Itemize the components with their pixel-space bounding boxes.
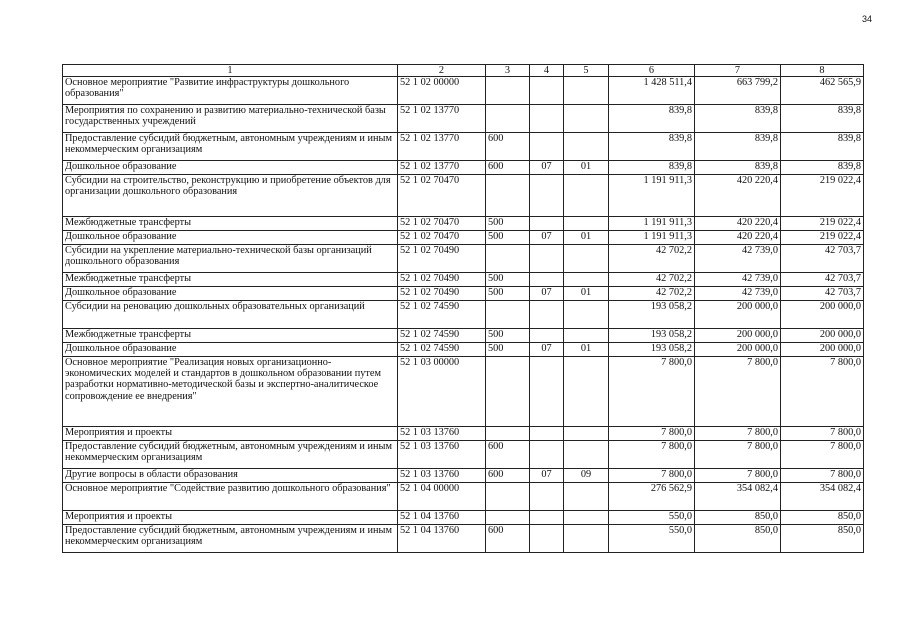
row-col-4 xyxy=(530,273,564,287)
row-value-8: 839,8 xyxy=(781,133,864,161)
table-row xyxy=(63,245,864,273)
page-number: 34 xyxy=(862,14,873,24)
row-name: Основное мероприятие "Развитие инфраструктуры дошкольного образования" xyxy=(63,77,398,105)
row-value-7: 420 220,4 xyxy=(695,231,781,245)
row-value-7: 200 000,0 xyxy=(695,301,781,329)
header-cell-5: 5 xyxy=(564,65,609,77)
row-col-4: 07 xyxy=(530,343,564,357)
row-code: 52 1 04 00000 xyxy=(398,483,486,511)
table-row xyxy=(63,175,864,217)
row-col-5 xyxy=(564,77,609,105)
row-col-4 xyxy=(530,217,564,231)
row-name: Мероприятия и проекты xyxy=(63,511,398,525)
row-col-4 xyxy=(530,427,564,441)
row-col-3 xyxy=(486,301,530,329)
row-code: 52 1 02 70490 xyxy=(398,273,486,287)
row-col-3 xyxy=(486,357,530,427)
row-col-4 xyxy=(530,329,564,343)
row-value-7: 420 220,4 xyxy=(695,175,781,217)
row-col-4 xyxy=(530,175,564,217)
row-col-4 xyxy=(530,511,564,525)
row-value-7: 850,0 xyxy=(695,525,781,553)
row-col-5: 01 xyxy=(564,231,609,245)
table-row xyxy=(63,287,864,301)
row-value-8: 354 082,4 xyxy=(781,483,864,511)
row-name: Предоставление субсидий бюджетным, автономным учреждениям и иным некоммерческим организациям xyxy=(63,525,398,553)
row-value-7: 7 800,0 xyxy=(695,469,781,483)
row-value-7: 7 800,0 xyxy=(695,427,781,441)
header-cell-4: 4 xyxy=(530,65,564,77)
row-col-5 xyxy=(564,483,609,511)
row-name: Субсидии на строительство, реконструкцию и приобретение объектов для организации дошкольного образования xyxy=(63,175,398,217)
row-value-7: 354 082,4 xyxy=(695,483,781,511)
row-name: Предоставление субсидий бюджетным, автономным учреждениям и иным некоммерческим организациям xyxy=(63,441,398,469)
table-row xyxy=(63,357,864,427)
row-code: 52 1 02 13770 xyxy=(398,105,486,133)
row-code: 52 1 03 00000 xyxy=(398,357,486,427)
row-value-8: 7 800,0 xyxy=(781,441,864,469)
row-value-8: 42 703,7 xyxy=(781,273,864,287)
row-value-6: 42 702,2 xyxy=(609,287,695,301)
row-code: 52 1 03 13760 xyxy=(398,441,486,469)
row-value-7: 200 000,0 xyxy=(695,329,781,343)
row-col-3: 500 xyxy=(486,231,530,245)
table-row xyxy=(63,133,864,161)
row-value-8: 200 000,0 xyxy=(781,301,864,329)
row-value-6: 839,8 xyxy=(609,161,695,175)
header-cell-1: 1 xyxy=(63,65,398,77)
header-cell-3: 3 xyxy=(486,65,530,77)
row-col-3: 500 xyxy=(486,287,530,301)
row-col-3 xyxy=(486,511,530,525)
row-value-6: 1 191 911,3 xyxy=(609,217,695,231)
table-row xyxy=(63,329,864,343)
row-name: Дошкольное образование xyxy=(63,231,398,245)
row-value-8: 850,0 xyxy=(781,525,864,553)
row-value-8: 42 703,7 xyxy=(781,287,864,301)
row-value-6: 550,0 xyxy=(609,511,695,525)
table-row xyxy=(63,525,864,553)
row-col-3: 600 xyxy=(486,133,530,161)
header-cell-7: 7 xyxy=(695,65,781,77)
row-col-4 xyxy=(530,105,564,133)
row-name: Основное мероприятие "Содействие развитию дошкольного образования" xyxy=(63,483,398,511)
table-row xyxy=(63,105,864,133)
row-col-4 xyxy=(530,483,564,511)
row-value-6: 193 058,2 xyxy=(609,343,695,357)
row-col-5 xyxy=(564,511,609,525)
row-col-4: 07 xyxy=(530,287,564,301)
row-value-8: 219 022,4 xyxy=(781,231,864,245)
row-code: 52 1 02 70470 xyxy=(398,217,486,231)
row-name: Мероприятия и проекты xyxy=(63,427,398,441)
row-col-3 xyxy=(486,483,530,511)
row-name: Межбюджетные трансферты xyxy=(63,217,398,231)
row-code: 52 1 03 13760 xyxy=(398,469,486,483)
row-col-5: 01 xyxy=(564,287,609,301)
row-name: Субсидии на реновацию дошкольных образовательных организаций xyxy=(63,301,398,329)
row-value-6: 1 191 911,3 xyxy=(609,231,695,245)
row-col-4 xyxy=(530,357,564,427)
budget-table xyxy=(62,64,864,553)
row-value-7: 839,8 xyxy=(695,161,781,175)
row-value-7: 850,0 xyxy=(695,511,781,525)
header-cell-8: 8 xyxy=(781,65,864,77)
row-value-8: 42 703,7 xyxy=(781,245,864,273)
table-row xyxy=(63,441,864,469)
row-code: 52 1 04 13760 xyxy=(398,511,486,525)
row-col-3: 600 xyxy=(486,525,530,553)
row-col-4: 07 xyxy=(530,231,564,245)
row-col-5 xyxy=(564,105,609,133)
row-name: Межбюджетные трансферты xyxy=(63,329,398,343)
header-cell-6: 6 xyxy=(609,65,695,77)
row-name: Другие вопросы в области образования xyxy=(63,469,398,483)
row-col-3 xyxy=(486,245,530,273)
header-cell-2: 2 xyxy=(398,65,486,77)
row-value-8: 200 000,0 xyxy=(781,329,864,343)
row-value-6: 1 428 511,4 xyxy=(609,77,695,105)
row-col-3: 500 xyxy=(486,343,530,357)
row-code: 52 1 02 00000 xyxy=(398,77,486,105)
row-code: 52 1 02 13770 xyxy=(398,161,486,175)
row-value-6: 276 562,9 xyxy=(609,483,695,511)
row-name: Мероприятия по сохранению и развитию материально-технической базы государственных учреждений xyxy=(63,105,398,133)
row-col-5 xyxy=(564,245,609,273)
row-col-5 xyxy=(564,329,609,343)
row-code: 52 1 02 70470 xyxy=(398,231,486,245)
row-value-7: 7 800,0 xyxy=(695,441,781,469)
row-col-5 xyxy=(564,441,609,469)
table-row xyxy=(63,231,864,245)
row-code: 52 1 02 74590 xyxy=(398,343,486,357)
row-value-6: 839,8 xyxy=(609,133,695,161)
row-value-8: 219 022,4 xyxy=(781,175,864,217)
row-col-5 xyxy=(564,427,609,441)
row-value-6: 7 800,0 xyxy=(609,469,695,483)
row-name: Дошкольное образование xyxy=(63,161,398,175)
row-value-8: 850,0 xyxy=(781,511,864,525)
row-value-7: 42 739,0 xyxy=(695,287,781,301)
row-code: 52 1 04 13760 xyxy=(398,525,486,553)
row-col-4 xyxy=(530,245,564,273)
row-value-8: 200 000,0 xyxy=(781,343,864,357)
row-value-7: 839,8 xyxy=(695,105,781,133)
row-col-5 xyxy=(564,133,609,161)
row-col-4 xyxy=(530,525,564,553)
row-value-8: 839,8 xyxy=(781,105,864,133)
row-name: Межбюджетные трансферты xyxy=(63,273,398,287)
row-value-6: 7 800,0 xyxy=(609,357,695,427)
row-value-7: 663 799,2 xyxy=(695,77,781,105)
row-code: 52 1 03 13760 xyxy=(398,427,486,441)
row-value-8: 7 800,0 xyxy=(781,427,864,441)
row-col-3: 600 xyxy=(486,441,530,469)
table-row xyxy=(63,217,864,231)
row-value-7: 200 000,0 xyxy=(695,343,781,357)
row-col-5 xyxy=(564,301,609,329)
row-col-3 xyxy=(486,175,530,217)
row-value-8: 462 565,9 xyxy=(781,77,864,105)
table-body xyxy=(63,77,864,553)
row-code: 52 1 02 70490 xyxy=(398,287,486,301)
row-col-4 xyxy=(530,77,564,105)
row-value-7: 42 739,0 xyxy=(695,273,781,287)
table-row xyxy=(63,343,864,357)
row-name: Дошкольное образование xyxy=(63,343,398,357)
row-name: Субсидии на укрепление материально-технической базы организаций дошкольного образования xyxy=(63,245,398,273)
row-col-4 xyxy=(530,133,564,161)
row-code: 52 1 02 70490 xyxy=(398,245,486,273)
row-value-6: 7 800,0 xyxy=(609,427,695,441)
row-value-6: 7 800,0 xyxy=(609,441,695,469)
row-col-3: 500 xyxy=(486,273,530,287)
table-row xyxy=(63,301,864,329)
row-value-6: 193 058,2 xyxy=(609,301,695,329)
row-value-6: 1 191 911,3 xyxy=(609,175,695,217)
row-col-3: 600 xyxy=(486,161,530,175)
table-row xyxy=(63,273,864,287)
row-name: Предоставление субсидий бюджетным, автономным учреждениям и иным некоммерческим организациям xyxy=(63,133,398,161)
row-col-3 xyxy=(486,427,530,441)
row-value-8: 7 800,0 xyxy=(781,469,864,483)
row-col-3 xyxy=(486,105,530,133)
row-code: 52 1 02 70470 xyxy=(398,175,486,217)
row-col-5 xyxy=(564,357,609,427)
row-col-3 xyxy=(486,77,530,105)
row-value-7: 7 800,0 xyxy=(695,357,781,427)
row-value-8: 219 022,4 xyxy=(781,217,864,231)
row-col-4: 07 xyxy=(530,469,564,483)
row-value-8: 839,8 xyxy=(781,161,864,175)
row-value-6: 42 702,2 xyxy=(609,245,695,273)
row-value-7: 420 220,4 xyxy=(695,217,781,231)
row-code: 52 1 02 13770 xyxy=(398,133,486,161)
row-col-3: 500 xyxy=(486,329,530,343)
table-row xyxy=(63,161,864,175)
row-value-6: 193 058,2 xyxy=(609,329,695,343)
table-row xyxy=(63,511,864,525)
table-row xyxy=(63,427,864,441)
row-col-5: 01 xyxy=(564,343,609,357)
header-row xyxy=(63,65,864,77)
row-col-4: 07 xyxy=(530,161,564,175)
row-col-5 xyxy=(564,217,609,231)
table-row xyxy=(63,77,864,105)
row-value-6: 839,8 xyxy=(609,105,695,133)
row-col-4 xyxy=(530,301,564,329)
table-row xyxy=(63,483,864,511)
row-value-6: 550,0 xyxy=(609,525,695,553)
row-col-5 xyxy=(564,525,609,553)
row-value-7: 839,8 xyxy=(695,133,781,161)
row-col-5 xyxy=(564,175,609,217)
row-col-5 xyxy=(564,273,609,287)
row-name: Основное мероприятие "Реализация новых организационно-экономических моделей и стандартов в дошкольном образовании путем разработки нормативно-методической базы и экспертно-аналитическое сопровождение ее внедрения" xyxy=(63,357,398,427)
row-code: 52 1 02 74590 xyxy=(398,301,486,329)
row-col-5: 09 xyxy=(564,469,609,483)
row-code: 52 1 02 74590 xyxy=(398,329,486,343)
row-value-8: 7 800,0 xyxy=(781,357,864,427)
row-col-3: 500 xyxy=(486,217,530,231)
row-value-6: 42 702,2 xyxy=(609,273,695,287)
row-col-4 xyxy=(530,441,564,469)
table-row xyxy=(63,469,864,483)
row-name: Дошкольное образование xyxy=(63,287,398,301)
row-col-5: 01 xyxy=(564,161,609,175)
row-col-3: 600 xyxy=(486,469,530,483)
row-value-7: 42 739,0 xyxy=(695,245,781,273)
